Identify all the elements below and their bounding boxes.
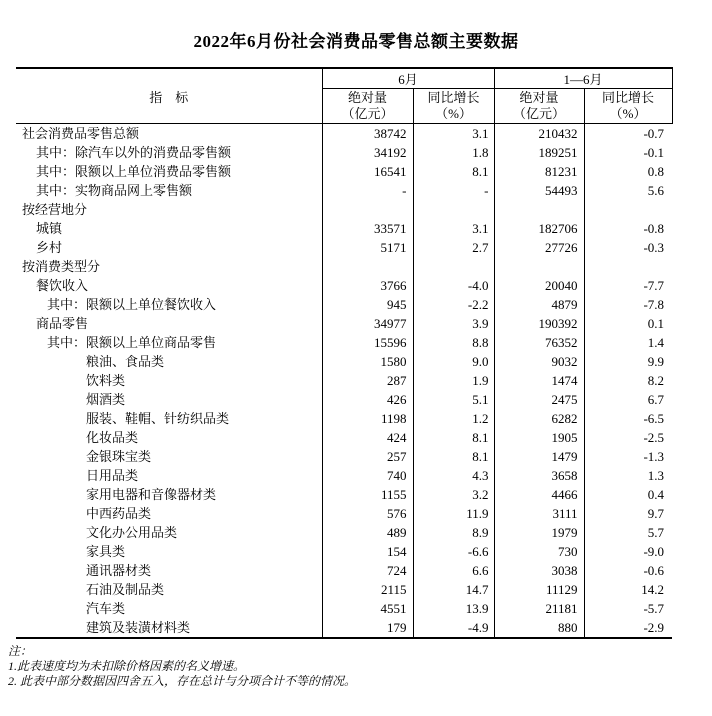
- header-absolute-june: [322, 89, 413, 124]
- value-cell: [413, 257, 494, 276]
- value-cell: 16541: [322, 162, 413, 181]
- value-cell: 1155: [322, 485, 413, 504]
- header-growth-jan-june: [584, 89, 672, 124]
- value-cell: 0.8: [584, 162, 672, 181]
- value-cell: -5.7: [584, 599, 672, 618]
- value-cell: 2475: [494, 390, 584, 409]
- value-cell: 1.4: [584, 333, 672, 352]
- value-cell: -7.8: [584, 295, 672, 314]
- value-cell: 210432: [494, 124, 584, 144]
- value-cell: [413, 200, 494, 219]
- row-label: 烟酒类: [86, 392, 126, 407]
- table-row: [16, 485, 672, 504]
- value-cell: 730: [494, 542, 584, 561]
- value-cell: 5.1: [413, 390, 494, 409]
- value-cell: -0.6: [584, 561, 672, 580]
- row-label: 金银珠宝类: [86, 449, 152, 464]
- value-cell: 945: [322, 295, 413, 314]
- header-indicator: 指 标: [16, 68, 322, 124]
- value-cell: 3658: [494, 466, 584, 485]
- table-row: [16, 599, 672, 618]
- table-row: [16, 618, 672, 638]
- row-label: 按消费类型分: [22, 259, 101, 274]
- value-cell: 179: [322, 618, 413, 638]
- row-label: 汽车类: [86, 601, 126, 616]
- table-row: [16, 371, 672, 390]
- value-cell: -0.3: [584, 238, 672, 257]
- row-label: 石油及制品类: [86, 582, 165, 597]
- table-row: [16, 428, 672, 447]
- value-cell: 287: [322, 371, 413, 390]
- value-cell: 3111: [494, 504, 584, 523]
- value-cell: 6.6: [413, 561, 494, 580]
- value-cell: -2.5: [584, 428, 672, 447]
- value-cell: 3.1: [413, 219, 494, 238]
- value-cell: -1.3: [584, 447, 672, 466]
- value-cell: 1.8: [413, 143, 494, 162]
- table-row: [16, 219, 672, 238]
- value-cell: 81231: [494, 162, 584, 181]
- sub-header-unit: （%）: [609, 106, 647, 121]
- row-label: 粮油、食品类: [86, 354, 165, 369]
- table-row: [16, 238, 672, 257]
- value-cell: 426: [322, 390, 413, 409]
- table-row: [16, 580, 672, 599]
- value-cell: -0.7: [584, 124, 672, 144]
- note-item: 1.此表速度均为未扣除价格因素的名义增速。: [8, 659, 246, 673]
- row-label: 其中：限额以上单位商品零售: [47, 335, 217, 350]
- page: [0, 27, 712, 716]
- notes: [8, 644, 712, 689]
- value-cell: 1905: [494, 428, 584, 447]
- row-label: 餐饮收入: [36, 278, 89, 293]
- table-row: [16, 200, 672, 219]
- value-cell: -2.2: [413, 295, 494, 314]
- row-label: 城镇: [36, 221, 63, 236]
- value-cell: -2.9: [584, 618, 672, 638]
- table-row: [16, 542, 672, 561]
- table-row: [16, 390, 672, 409]
- value-cell: 1474: [494, 371, 584, 390]
- value-cell: 489: [322, 523, 413, 542]
- value-cell: 11.9: [413, 504, 494, 523]
- row-label: 其中：限额以上单位餐饮收入: [47, 297, 217, 312]
- table-row: [16, 333, 672, 352]
- value-cell: 190392: [494, 314, 584, 333]
- row-label: 家用电器和音像器材类: [86, 487, 217, 502]
- value-cell: 3.9: [413, 314, 494, 333]
- value-cell: 740: [322, 466, 413, 485]
- value-cell: -0.1: [584, 143, 672, 162]
- value-cell: 27726: [494, 238, 584, 257]
- value-cell: 21181: [494, 599, 584, 618]
- value-cell: 3038: [494, 561, 584, 580]
- value-cell: [322, 257, 413, 276]
- value-cell: 1.9: [413, 371, 494, 390]
- header-growth-june: [413, 89, 494, 124]
- table-row: [16, 504, 672, 523]
- value-cell: 0.1: [584, 314, 672, 333]
- row-label: 其中：除汽车以外的消费品零售额: [36, 145, 232, 160]
- value-cell: 1479: [494, 447, 584, 466]
- value-cell: 6.7: [584, 390, 672, 409]
- value-cell: -7.7: [584, 276, 672, 295]
- row-label: 按经营地分: [22, 202, 88, 217]
- table-row: [16, 143, 672, 162]
- table-row: [16, 276, 672, 295]
- value-cell: 76352: [494, 333, 584, 352]
- value-cell: -6.6: [413, 542, 494, 561]
- table-row: [16, 561, 672, 580]
- value-cell: 9.0: [413, 352, 494, 371]
- value-cell: 4551: [322, 599, 413, 618]
- note-item: 2. 此表中部分数据因四舍五入，存在总计与分项合计不等的情况。: [8, 674, 357, 688]
- value-cell: 9.7: [584, 504, 672, 523]
- value-cell: -0.8: [584, 219, 672, 238]
- table-row: [16, 409, 672, 428]
- table-row: [16, 523, 672, 542]
- value-cell: 8.2: [584, 371, 672, 390]
- value-cell: 576: [322, 504, 413, 523]
- sub-header-title: 同比增长: [427, 90, 480, 105]
- value-cell: 4.3: [413, 466, 494, 485]
- value-cell: 15596: [322, 333, 413, 352]
- value-cell: [322, 200, 413, 219]
- value-cell: [584, 257, 672, 276]
- value-cell: 9032: [494, 352, 584, 371]
- row-label: 中西药品类: [86, 506, 152, 521]
- value-cell: -4.0: [413, 276, 494, 295]
- value-cell: 3766: [322, 276, 413, 295]
- value-cell: 1979: [494, 523, 584, 542]
- value-cell: 6282: [494, 409, 584, 428]
- table-row: [16, 162, 672, 181]
- value-cell: 2115: [322, 580, 413, 599]
- value-cell: 3.1: [413, 124, 494, 144]
- table-row: [16, 257, 672, 276]
- header-group-jan-june: 1—6月: [494, 68, 672, 89]
- value-cell: 20040: [494, 276, 584, 295]
- value-cell: 0.4: [584, 485, 672, 504]
- table-row: [16, 295, 672, 314]
- value-cell: 4879: [494, 295, 584, 314]
- value-cell: 182706: [494, 219, 584, 238]
- value-cell: 424: [322, 428, 413, 447]
- value-cell: 33571: [322, 219, 413, 238]
- row-label: 饮料类: [86, 373, 126, 388]
- table-row: [16, 352, 672, 371]
- value-cell: -: [413, 181, 494, 200]
- value-cell: 34192: [322, 143, 413, 162]
- value-cell: 8.8: [413, 333, 494, 352]
- row-label: 其中：实物商品网上零售额: [36, 183, 193, 198]
- value-cell: -4.9: [413, 618, 494, 638]
- value-cell: 5.7: [584, 523, 672, 542]
- table-row: [16, 447, 672, 466]
- value-cell: 1580: [322, 352, 413, 371]
- row-label: 日用品类: [86, 468, 139, 483]
- header-group-june: 6月: [322, 68, 494, 89]
- value-cell: 14.2: [584, 580, 672, 599]
- value-cell: 4466: [494, 485, 584, 504]
- value-cell: 8.1: [413, 447, 494, 466]
- sub-header-unit: （亿元）: [341, 106, 394, 121]
- value-cell: 54493: [494, 181, 584, 200]
- value-cell: 189251: [494, 143, 584, 162]
- table-header: [16, 68, 672, 124]
- sub-header-unit: （亿元）: [513, 106, 566, 121]
- value-cell: 8.9: [413, 523, 494, 542]
- row-label: 乡村: [36, 240, 63, 255]
- value-cell: -9.0: [584, 542, 672, 561]
- value-cell: 5171: [322, 238, 413, 257]
- value-cell: -: [322, 181, 413, 200]
- retail-sales-table: [16, 67, 673, 639]
- value-cell: [584, 200, 672, 219]
- value-cell: 880: [494, 618, 584, 638]
- table-row: [16, 124, 672, 144]
- row-label: 商品零售: [36, 316, 89, 331]
- row-label: 家具类: [86, 544, 126, 559]
- table-row: [16, 466, 672, 485]
- sub-header-title: 绝对量: [519, 90, 559, 105]
- row-label: 社会消费品零售总额: [22, 126, 140, 141]
- row-label: 其中：限额以上单位消费品零售额: [36, 164, 232, 179]
- row-label: 化妆品类: [86, 430, 139, 445]
- sub-header-title: 绝对量: [347, 90, 387, 105]
- sub-header-unit: （%）: [435, 106, 472, 121]
- value-cell: 14.7: [413, 580, 494, 599]
- value-cell: [494, 200, 584, 219]
- value-cell: 8.1: [413, 162, 494, 181]
- notes-heading: 注：: [8, 644, 33, 658]
- value-cell: 257: [322, 447, 413, 466]
- sub-header-title: 同比增长: [602, 90, 655, 105]
- row-label: 通讯器材类: [86, 563, 152, 578]
- value-cell: 724: [322, 561, 413, 580]
- row-label: 文化办公用品类: [86, 525, 178, 540]
- value-cell: 2.7: [413, 238, 494, 257]
- value-cell: 5.6: [584, 181, 672, 200]
- value-cell: 8.1: [413, 428, 494, 447]
- document: [0, 27, 712, 689]
- value-cell: 3.2: [413, 485, 494, 504]
- page-title: 2022年6月份社会消费品零售总额主要数据: [193, 32, 519, 51]
- table-body: [16, 124, 672, 639]
- header-absolute-jan-june: [494, 89, 584, 124]
- value-cell: [494, 257, 584, 276]
- value-cell: 34977: [322, 314, 413, 333]
- value-cell: 13.9: [413, 599, 494, 618]
- value-cell: 1198: [322, 409, 413, 428]
- value-cell: 11129: [494, 580, 584, 599]
- value-cell: 1.2: [413, 409, 494, 428]
- value-cell: -6.5: [584, 409, 672, 428]
- value-cell: 9.9: [584, 352, 672, 371]
- value-cell: 154: [322, 542, 413, 561]
- value-cell: 1.3: [584, 466, 672, 485]
- row-label: 建筑及装潢材料类: [86, 620, 191, 635]
- table-row: [16, 181, 672, 200]
- table-row: [16, 314, 672, 333]
- value-cell: 38742: [322, 124, 413, 144]
- header-group-row: [16, 68, 672, 89]
- row-label: 服装、鞋帽、针纺织品类: [86, 411, 230, 426]
